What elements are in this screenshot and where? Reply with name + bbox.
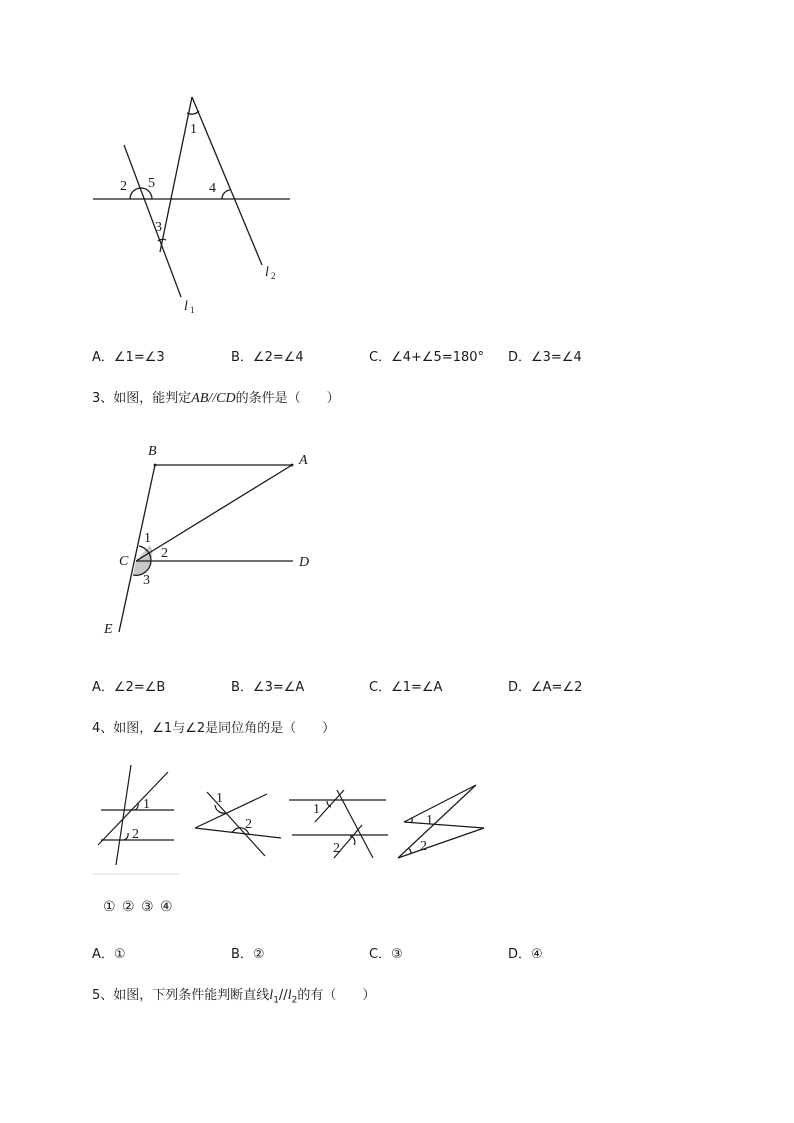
- q2-option-d[interactable]: D．∠3=∠4: [508, 350, 582, 365]
- f4-line-a: [404, 785, 476, 822]
- f3-label-1: 1: [313, 802, 320, 817]
- q5-expr-sep: //: [278, 988, 288, 1003]
- q5-expr-l1: l: [269, 988, 274, 1003]
- label-B: B: [148, 444, 157, 459]
- q5-text-before: 如图，下列条件能判断直线: [113, 988, 270, 1003]
- q2-option-a[interactable]: A．∠1=∠3: [92, 350, 165, 365]
- label-angle-2: 2: [161, 546, 168, 561]
- label-l1-sub: 1: [190, 305, 195, 315]
- label-angle-1: 1: [144, 531, 151, 546]
- label-l2-sub: 2: [271, 271, 276, 281]
- f1-arc-2: [124, 833, 128, 840]
- label-angle-2: 2: [120, 179, 127, 194]
- f4-line-b: [398, 785, 476, 858]
- f3-arc-1: [327, 801, 331, 807]
- label-l1: l: [184, 299, 188, 314]
- label-angle-3: 3: [143, 573, 150, 588]
- f2-line-a: [195, 794, 267, 828]
- f4-label-1: 1: [426, 813, 433, 828]
- f2-label-1: 1: [216, 791, 223, 806]
- f1-label-2: 2: [132, 827, 139, 842]
- q5-text-after: 的有（ ）: [297, 988, 376, 1003]
- f3-label-2: 2: [333, 841, 340, 856]
- f1-label-1: 1: [143, 797, 150, 812]
- label-angle-5: 5: [148, 176, 155, 191]
- q3-option-b[interactable]: B．∠3=∠A: [231, 680, 305, 695]
- label-l2: l: [265, 265, 269, 280]
- q4-options: [92, 943, 732, 961]
- f4-label-2: 2: [420, 839, 427, 854]
- q4-number: 4、: [92, 721, 114, 736]
- q3-option-a[interactable]: A．∠2=∠B: [92, 680, 166, 695]
- q2-option-c[interactable]: C．∠4+∠5=180°: [369, 350, 485, 365]
- q3-expr: AB//CD: [191, 391, 236, 406]
- f3-arc-2: [350, 836, 355, 845]
- q5-stem: [92, 984, 375, 1006]
- label-C: C: [119, 554, 129, 569]
- q4-option-a[interactable]: A．①: [92, 947, 126, 962]
- q5-expr-l1-sub: 1: [273, 995, 279, 1006]
- q4-text: 如图，∠1与∠2是同位角的是（ ）: [113, 721, 336, 736]
- q4-option-d[interactable]: D．④: [508, 947, 543, 962]
- q5-number: 5、: [92, 988, 114, 1003]
- f4-line-d: [398, 828, 484, 858]
- q3-text-after: 的条件是（ ）: [235, 391, 340, 406]
- f1-line-vertical: [116, 765, 131, 865]
- label-E: E: [104, 622, 113, 637]
- label-angle-3: 3: [155, 220, 162, 235]
- q3-text-before: 如图，能判定: [113, 391, 192, 406]
- q5-expr-l2: l: [287, 988, 292, 1003]
- label-D: D: [299, 555, 310, 570]
- q3-option-c[interactable]: C．∠1=∠A: [369, 680, 443, 695]
- q4-option-c[interactable]: C．③: [369, 947, 403, 962]
- label-A: A: [299, 453, 308, 468]
- q2-option-b[interactable]: B．∠2=∠4: [231, 350, 304, 365]
- q4-option-b[interactable]: B．②: [231, 947, 265, 962]
- f2-line-b: [195, 828, 281, 838]
- q3-option-d[interactable]: D．∠A=∠2: [508, 680, 583, 695]
- q4-circled-labels: ① ② ③ ④: [103, 899, 173, 915]
- q3-number: 3、: [92, 391, 114, 406]
- f2-label-2: 2: [245, 817, 252, 832]
- label-angle-4: 4: [209, 181, 216, 196]
- f4-line-c: [404, 822, 484, 828]
- q5-expr-l2-sub: 2: [291, 995, 298, 1006]
- label-angle-1: 1: [190, 122, 197, 137]
- f4-arc-2: [408, 848, 411, 853]
